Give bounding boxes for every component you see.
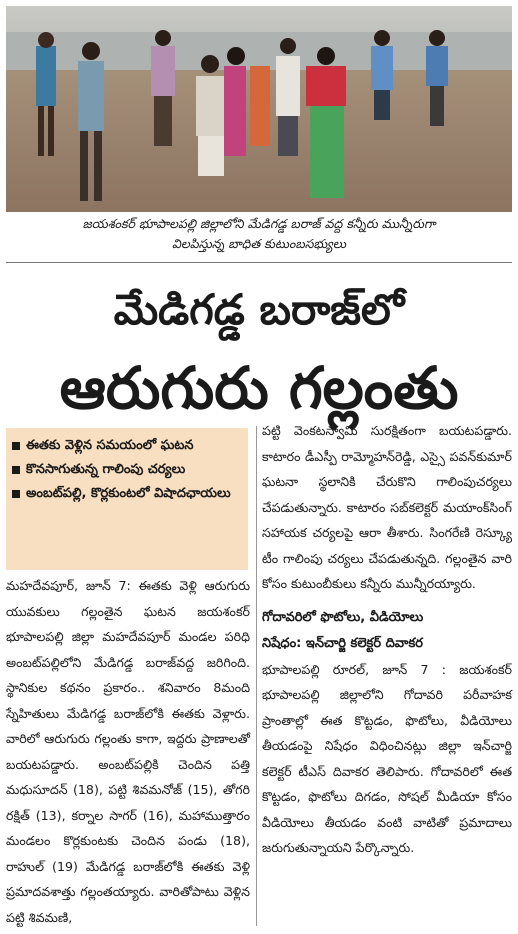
article-right-column xyxy=(262,418,512,861)
article-paragraph: మహదేవపూర్, జూన్ 7: ఈతకు వెళ్లి ఆరుగురు యువకులు గల్లంతైన ఘటన జయశంకర్ భూపాలపల్లి జిల్లా మహదేవపూర్ మండల పరిధి అంబట్‌పల్లిలోని మేడిగడ్డ బరాజ్‌వద్ద జరిగింది. స్థానికుల కథనం ప్రకారం.. శనివారం 8మంది స్నేహితులు మేడిగడ్డ బరాజ్‌లోకి ఈతకు వెళ్లారు. వారిలో ఆరుగురు గల్లంతు కాగా, ఇద్దరు ప్రాణాలతో బయటపడ్డారు. అంబట్‌పల్లికి చెందిన పత్తి మధుసూదన్ (18), పట్టి శివమనోజ్ (15), తోగరి రక్షిత్ (13), కర్నాల సాగర్ (16), మహాముత్తారం మండలం కొర్లకుంటకు చెందిన పండు (18), రాహుల్ (19) మేడిగడ్డ బరాజ్‌లోకి ఈతకు వెళ్లి ప్రమాదవశాత్తు గల్లంతయ్యారు. వారితోపాటు వెళ్లిన పట్టి శివమణి, xyxy=(6,578,250,925)
highlight-text: అంబట్‌పల్లి, కొర్లకుంటలో విషాదఛాయలు xyxy=(26,486,231,501)
highlights-box xyxy=(6,428,248,570)
article-paragraph: పట్టి వెంకటస్వామి సురక్షితంగా బయటపడ్డారు. కాటారం డీఎస్పీ రామ్మోహన్‌రెడ్డి, ఎస్సై పవన్‌కుమార్ ఘటనా స్థలానికి చేరుకొని గాలింపుచర్యలు చేపడుతున్నారు. కాటారం సబ్‌కలెక్టర్ మయాంక్‌సింగ్ సహాయక చర్యలపై ఆరా తీశారు. సింగరేణి రెస్క్యూ టీం గాలింపు చర్యలు చేపడుతున్నది. గల్లంతైన వారి కోసం కుటుంబీకులు కన్నీరు మున్నీరయ్యారు. xyxy=(262,423,512,591)
article-left-column xyxy=(6,573,250,930)
divider xyxy=(6,262,512,263)
highlight-item xyxy=(12,436,242,456)
highlight-item xyxy=(12,460,242,480)
article-paragraph: భూపాలపల్లి రూరల్, జూన్ 7 : జయశంకర్ భూపాలపల్లి జిల్లాలోని గోదావరి పరీవాహక ప్రాంతాల్లో ఈత కొట్టడం, ఫొటోలు, వీడియోలు తీయడంపై నిషేధం విధించినట్లు జిల్లా ఇన్‌చార్జి కలెక్టర్ టీఎస్ దివాకర తెలిపారు. గోదావరిలో ఈత కొట్టడం, ఫొటోలు దిగడం, సోషల్ మీడియా కోసం వీడియోలు తీయడం వంటి వాటితో ప్రమాదాలు జరుగుతున్నాయని పేర్కొన్నారు. xyxy=(262,661,512,855)
caption-line-1: జయశంకర్ భూపాలపల్లి జిల్లాలోని మేడిగడ్డ బరాజ్ వద్ద కన్నీరు మున్నీరుగా xyxy=(82,216,436,231)
highlight-text: కొనసాగుతున్న గాలింపు చర్యలు xyxy=(26,462,186,477)
headline-line-2: ఆరుగురు గల్లంతు xyxy=(59,354,459,422)
bullet-icon xyxy=(12,466,20,474)
bullet-icon xyxy=(12,442,20,450)
photo-caption xyxy=(6,214,512,254)
bullet-icon xyxy=(12,490,20,498)
column-divider xyxy=(256,426,257,926)
highlight-item xyxy=(12,484,242,504)
caption-line-2: విలపిస్తున్న బాధిత కుటుంబసభ్యులు xyxy=(172,236,346,251)
subheading: నిషేధం: ఇన్‌చార్జి కలెక్టర్ దివాకర xyxy=(262,635,423,651)
subheading: గోదావరిలో ఫొటోలు, వీడియోలు xyxy=(262,609,424,625)
highlight-text: ఈతకు వెళ్లిన సమయంలో ఘటన xyxy=(26,438,194,453)
headline-line-1: మేడిగడ్డ బరాజ్‌లో xyxy=(113,285,405,334)
news-photo xyxy=(6,6,512,212)
